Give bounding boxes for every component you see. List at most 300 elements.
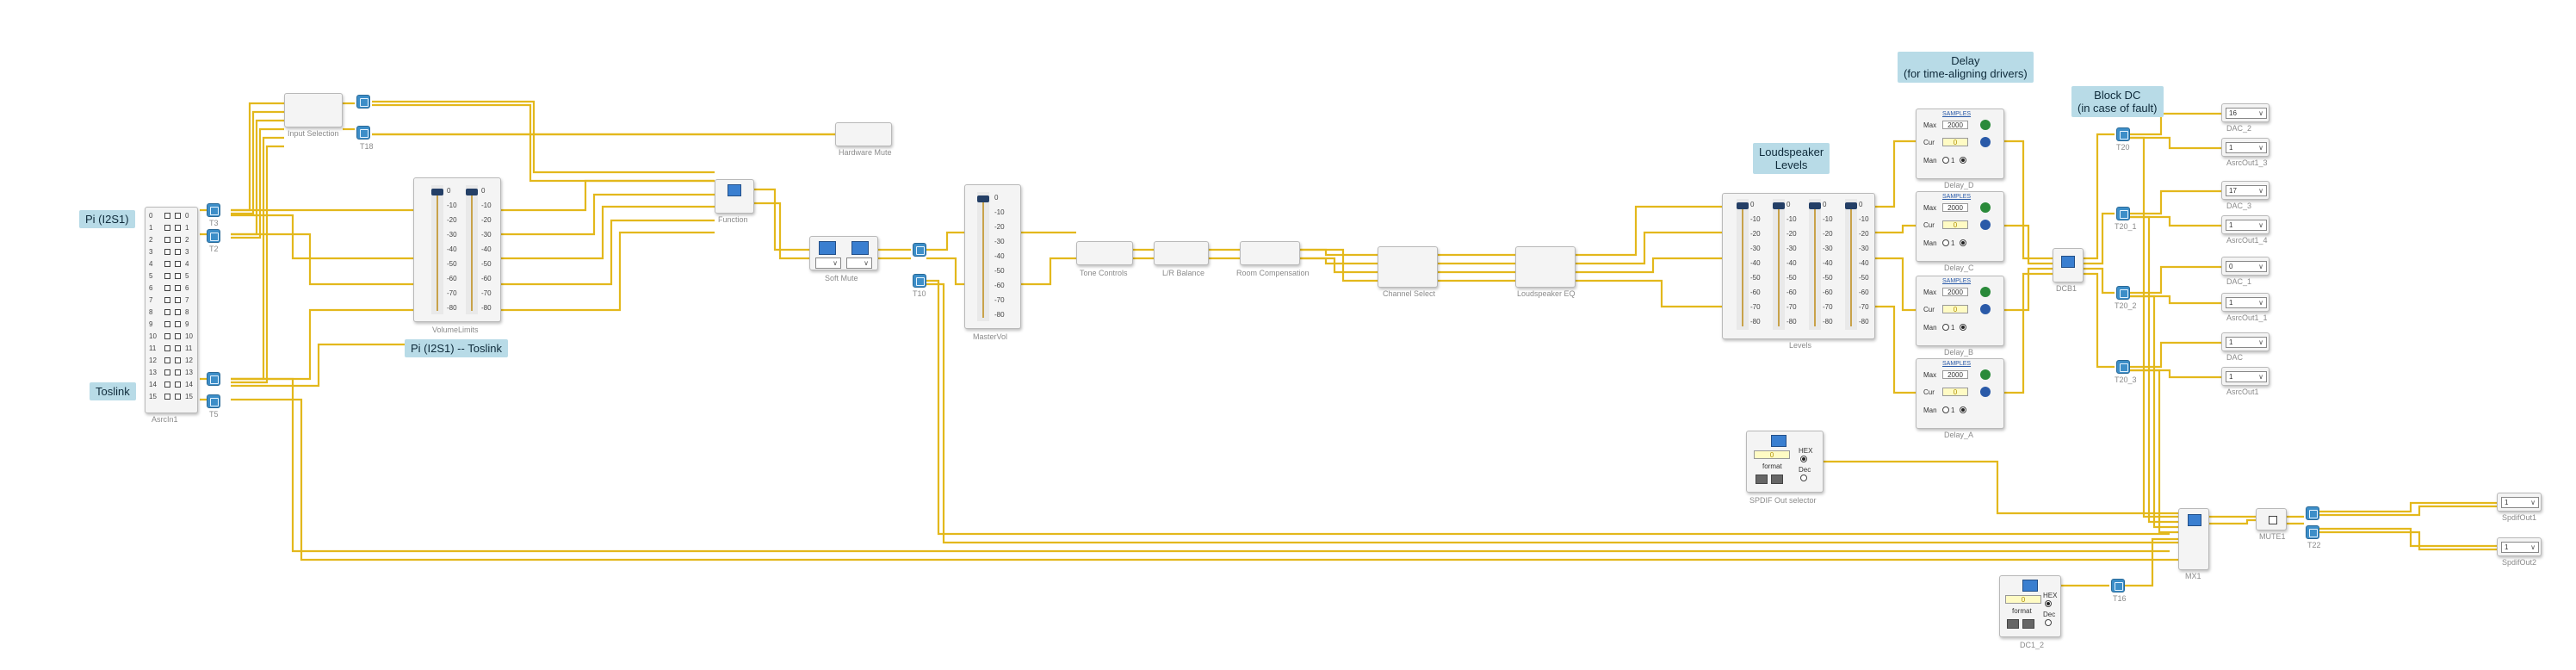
- lr-balance-label: L/R Balance: [1162, 269, 1205, 277]
- delay-cur-value[interactable]: 0: [1942, 220, 1968, 229]
- asrc-row-checkbox[interactable]: [164, 261, 170, 267]
- asrc-row-checkbox[interactable]: [164, 237, 170, 243]
- delay-auto-radio[interactable]: [1960, 157, 1966, 164]
- delay-auto-label: 1: [1951, 239, 1955, 247]
- dcb1-block[interactable]: [2053, 248, 2084, 282]
- spdif-selector-hex-label: HEX: [1799, 447, 1813, 455]
- fader-tick-label: -50: [1750, 274, 1761, 282]
- dcb1-icon: [2061, 256, 2075, 268]
- fader-tick-label: 0: [1859, 201, 1863, 208]
- note-block-dc-line2: (in case of fault): [2078, 102, 2158, 115]
- soft-mute-dropdown-2[interactable]: [846, 257, 872, 269]
- output-block[interactable]: [2221, 293, 2269, 312]
- asrc-row-checkbox-2[interactable]: [175, 394, 181, 400]
- fader-tick-label: -70: [1823, 303, 1833, 311]
- fader-tick-label: -60: [1786, 288, 1797, 296]
- fader-tick-label: -50: [447, 260, 457, 268]
- wires-input: [200, 102, 2497, 586]
- fader-tick-label: -30: [481, 231, 492, 239]
- fader-tick-label: -20: [1823, 230, 1833, 238]
- note-speaker-levels: [1753, 143, 1830, 174]
- delay-max-value[interactable]: 2000: [1942, 288, 1968, 296]
- soft-mute-block[interactable]: [809, 236, 878, 270]
- delay-cur-info-icon[interactable]: [1980, 387, 1991, 397]
- delay-man-label: Man: [1923, 324, 1937, 332]
- fader-tick-label: -30: [1823, 245, 1833, 252]
- tee-t22a[interactable]: [2306, 506, 2319, 520]
- fader-tick-label: -40: [481, 245, 492, 253]
- output-label: AsrcOut1_3: [2226, 158, 2268, 167]
- asrc-row-checkbox[interactable]: [164, 309, 170, 315]
- fader-tick-label: 0: [1750, 201, 1755, 208]
- fader-tick-label: -40: [1786, 259, 1797, 267]
- output-block[interactable]: [2221, 181, 2269, 200]
- delay-man-radio[interactable]: [1942, 239, 1949, 246]
- delay-max-info-icon[interactable]: [1980, 120, 1991, 130]
- delay-samples-label: SAMPLES: [1942, 194, 1972, 200]
- asrc-row-checkbox[interactable]: [164, 333, 170, 339]
- asrc-row-checkbox-2[interactable]: [175, 345, 181, 351]
- tone-controls-block[interactable]: [1076, 241, 1133, 265]
- asrc-row-checkbox[interactable]: [164, 213, 170, 219]
- delay-cur-value[interactable]: 0: [1942, 388, 1968, 396]
- output-block[interactable]: [2221, 103, 2269, 122]
- spdif-selector-btn-2[interactable]: [1771, 475, 1783, 484]
- output-dropdown[interactable]: 0 ∨: [2226, 261, 2267, 272]
- fader-tick-label: -70: [447, 289, 457, 297]
- fader-tick-label: -70: [1786, 303, 1797, 311]
- fader-tick-label: -80: [1823, 318, 1833, 326]
- output-dropdown[interactable]: 16 ∨: [2226, 108, 2267, 119]
- fader-tick-label: -40: [1750, 259, 1761, 267]
- note-delay-line1: Delay: [1951, 54, 1980, 67]
- asrc-row-index: 10: [149, 332, 157, 340]
- master-vol-fader[interactable]: [977, 192, 989, 321]
- fader-tick-label: -10: [1750, 215, 1761, 223]
- spdif-out2-block[interactable]: [2497, 537, 2542, 556]
- delay-cur-value[interactable]: 0: [1942, 305, 1968, 313]
- fader-tick-label: -40: [994, 252, 1005, 260]
- delay-cur-label: Cur: [1923, 139, 1935, 146]
- asrc-row-index: 9: [149, 320, 153, 328]
- volume-limit-fader-2[interactable]: [466, 185, 478, 314]
- master-vol-block[interactable]: [964, 184, 1021, 329]
- tee-t20-3[interactable]: [2116, 360, 2130, 374]
- level-fader-3[interactable]: [1809, 199, 1821, 330]
- output-label: AsrcOut1: [2226, 388, 2259, 396]
- fader-tick-label: -30: [994, 238, 1005, 245]
- asrc-row-checkbox-2[interactable]: [175, 357, 181, 363]
- delay-auto-radio[interactable]: [1960, 406, 1966, 413]
- fader-tick-label: -20: [1750, 230, 1761, 238]
- asrc-in-label: AsrcIn1: [152, 415, 178, 424]
- spdif-selector-btn-1[interactable]: [1756, 475, 1768, 484]
- spdif-selector-icon: [1771, 435, 1786, 447]
- spdif-selector-dec-label: Dec: [1799, 466, 1811, 474]
- spdif-selector-hex-radio[interactable]: [1800, 456, 1807, 462]
- delay-max-label: Max: [1923, 121, 1937, 129]
- asrc-row-index: 15: [149, 393, 157, 400]
- asrc-row-checkbox-2[interactable]: [175, 237, 181, 243]
- tee-t22b[interactable]: [2306, 525, 2319, 539]
- asrc-row-index-right: 5: [185, 272, 189, 280]
- asrc-row-index: 12: [149, 357, 157, 364]
- levels-label: Levels: [1789, 341, 1812, 350]
- note-toslink-text: Toslink: [96, 385, 130, 398]
- output-dropdown[interactable]: 17 ∨: [2226, 185, 2267, 196]
- asrc-row-index-right: 1: [185, 224, 189, 232]
- spdif-out2-label: SpdifOut2: [2502, 558, 2537, 567]
- dc1-2-label: DC1_2: [2020, 641, 2045, 649]
- soft-mute-dropdown-1[interactable]: [815, 257, 841, 269]
- fader-tick-label: -40: [1823, 259, 1833, 267]
- room-compensation-block[interactable]: [1240, 241, 1300, 265]
- mx1-icon: [2188, 514, 2201, 526]
- asrc-row-index-right: 11: [185, 344, 193, 352]
- asrc-row-index: 2: [149, 236, 153, 244]
- asrc-row-index-right: 2: [185, 236, 189, 244]
- tee-t20[interactable]: [2116, 127, 2130, 141]
- asrc-row-checkbox[interactable]: [164, 297, 170, 303]
- tee-t3[interactable]: [207, 203, 220, 217]
- fader-tick-label: 0: [1786, 201, 1791, 208]
- delay-max-info-icon[interactable]: [1980, 202, 1991, 213]
- fader-tick-label: -60: [447, 275, 457, 282]
- volume-limit-fader-1[interactable]: [431, 185, 443, 314]
- asrc-row-checkbox-2[interactable]: [175, 213, 181, 219]
- mute1-block[interactable]: [2256, 508, 2287, 530]
- tee-t20-2-label: T20_2: [2115, 301, 2137, 310]
- delay-cur-info-icon[interactable]: [1980, 137, 1991, 147]
- output-label: DAC: [2226, 353, 2244, 362]
- dc1-2-icon: [2022, 580, 2038, 592]
- note-pi-toslink-text: Pi (I2S1) -- Toslink: [411, 342, 502, 355]
- delay-max-label: Max: [1923, 288, 1937, 296]
- fader-tick-label: -10: [1859, 215, 1869, 223]
- note-pi-i2s1-text: Pi (I2S1): [85, 213, 129, 226]
- channel-select-block[interactable]: [1378, 246, 1438, 288]
- delay-block[interactable]: [1916, 358, 2004, 429]
- asrc-row-index-right: 3: [185, 248, 189, 256]
- room-compensation-label: Room Compensation: [1236, 269, 1310, 277]
- delay-auto-label: 1: [1951, 324, 1955, 332]
- lr-balance-block[interactable]: [1154, 241, 1209, 265]
- delay-cur-label: Cur: [1923, 388, 1935, 396]
- soft-mute-icon-2: [851, 241, 869, 255]
- asrc-row-index: 4: [149, 260, 153, 268]
- asrc-row-index-right: 7: [185, 296, 189, 304]
- output-dropdown[interactable]: 1 ∨: [2226, 297, 2267, 308]
- spdif-out2-dropdown[interactable]: 1 ∨: [2501, 542, 2539, 553]
- output-block[interactable]: [2221, 138, 2269, 157]
- fader-tick-label: -20: [447, 216, 457, 224]
- delay-man-label: Man: [1923, 157, 1937, 164]
- tee-t20-3-label: T20_3: [2115, 375, 2137, 384]
- output-block[interactable]: [2221, 367, 2269, 386]
- asrc-row-checkbox-2[interactable]: [175, 261, 181, 267]
- output-label: DAC_3: [2226, 202, 2252, 210]
- delay-max-info-icon[interactable]: [1980, 369, 1991, 380]
- output-block[interactable]: [2221, 215, 2269, 234]
- spdif-selector-dec-radio[interactable]: [1800, 475, 1807, 481]
- delay-block-label: Delay_D: [1944, 181, 1974, 189]
- asrc-row-index-right: 9: [185, 320, 189, 328]
- asrc-row-index-right: 15: [185, 393, 193, 400]
- tee-t16-label: T16: [2113, 594, 2127, 603]
- soft-mute-label: Soft Mute: [825, 274, 858, 282]
- output-dropdown[interactable]: 1 ∨: [2226, 142, 2267, 153]
- channel-select-label: Channel Select: [1383, 289, 1436, 298]
- delay-max-label: Max: [1923, 204, 1937, 212]
- spdif-out1-dropdown[interactable]: 1 ∨: [2501, 497, 2539, 508]
- dc1-2-dec-radio[interactable]: [2045, 619, 2052, 626]
- fader-tick-label: 0: [447, 187, 451, 195]
- hardware-mute-label: Hardware Mute: [839, 148, 892, 157]
- output-block[interactable]: [2221, 257, 2269, 276]
- spdif-out1-label: SpdifOut1: [2502, 513, 2537, 522]
- asrc-row-checkbox[interactable]: [164, 273, 170, 279]
- function-icon: [728, 184, 741, 196]
- asrc-row-checkbox-2[interactable]: [175, 321, 181, 327]
- asrc-row-checkbox[interactable]: [164, 249, 170, 255]
- fader-tick-label: 0: [994, 194, 999, 202]
- tee-t3-label: T3: [209, 219, 219, 227]
- tee-t5b[interactable]: [207, 394, 220, 408]
- tee-t20-label: T20: [2116, 143, 2130, 152]
- asrc-row-index-right: 0: [185, 212, 189, 220]
- dc1-2-hex-radio[interactable]: [2045, 600, 2052, 607]
- fader-tick-label: -30: [1750, 245, 1761, 252]
- asrc-row-index: 5: [149, 272, 153, 280]
- mx1-block[interactable]: [2178, 508, 2209, 570]
- note-pi-i2s1: [79, 210, 135, 228]
- fader-tick-label: 0: [481, 187, 486, 195]
- fader-tick-label: -60: [994, 282, 1005, 289]
- dc1-2-btn-2[interactable]: [2022, 619, 2034, 629]
- fader-tick-label: -70: [1859, 303, 1869, 311]
- delay-man-radio[interactable]: [1942, 406, 1949, 413]
- delay-auto-radio[interactable]: [1960, 239, 1966, 246]
- note-speaker-levels-line1: Loudspeaker: [1759, 146, 1824, 158]
- fader-tick-label: -20: [1859, 230, 1869, 238]
- delay-man-radio[interactable]: [1942, 324, 1949, 331]
- tee-t18b[interactable]: [356, 126, 370, 140]
- fader-tick-label: -10: [1823, 215, 1833, 223]
- fader-tick-label: -20: [1786, 230, 1797, 238]
- asrc-row-checkbox-2[interactable]: [175, 382, 181, 388]
- volume-limits-block[interactable]: [413, 177, 501, 322]
- spdif-selector-value[interactable]: 0: [1754, 450, 1790, 459]
- asrc-row-checkbox[interactable]: [164, 285, 170, 291]
- loudspeaker-eq-label: Loudspeaker EQ: [1517, 289, 1576, 298]
- fader-tick-label: -70: [994, 296, 1005, 304]
- asrc-row-index-right: 12: [185, 357, 193, 364]
- asrc-row-index: 0: [149, 212, 153, 220]
- note-delay: [1898, 52, 2034, 83]
- delay-block-label: Delay_C: [1944, 264, 1974, 272]
- asrc-row-index-right: 13: [185, 369, 193, 376]
- output-label: AsrcOut1_1: [2226, 313, 2268, 322]
- tee-t20-2[interactable]: [2116, 286, 2130, 300]
- delay-max-value[interactable]: 2000: [1942, 370, 1968, 379]
- tee-t10-label: T10: [913, 289, 926, 298]
- levels-block[interactable]: [1722, 193, 1875, 339]
- tee-t2[interactable]: [207, 229, 220, 243]
- tee-t18a[interactable]: [356, 95, 370, 109]
- function-label: Function: [718, 215, 748, 224]
- asrc-row-checkbox[interactable]: [164, 321, 170, 327]
- delay-block[interactable]: [1916, 109, 2004, 179]
- asrc-row-index: 14: [149, 381, 157, 388]
- fader-tick-label: 0: [1823, 201, 1827, 208]
- fader-tick-label: -50: [1859, 274, 1869, 282]
- delay-max-value[interactable]: 2000: [1942, 121, 1968, 129]
- dc1-2-format-label: format: [2012, 607, 2032, 615]
- dc1-2-block[interactable]: [1999, 575, 2061, 637]
- fader-tick-label: -10: [994, 208, 1005, 216]
- input-selection-label: Input Selection: [288, 129, 339, 138]
- delay-cur-label: Cur: [1923, 221, 1935, 229]
- asrc-row-checkbox-2[interactable]: [175, 369, 181, 375]
- delay-max-label: Max: [1923, 371, 1937, 379]
- delay-man-radio[interactable]: [1942, 157, 1949, 164]
- level-fader-1[interactable]: [1737, 199, 1749, 330]
- asrc-row-index-right: 14: [185, 381, 193, 388]
- fader-tick-label: -70: [481, 289, 492, 297]
- spdif-out1-block[interactable]: [2497, 493, 2542, 512]
- level-fader-2[interactable]: [1773, 199, 1785, 330]
- fader-tick-label: -60: [1750, 288, 1761, 296]
- asrc-row-checkbox-2[interactable]: [175, 285, 181, 291]
- output-dropdown[interactable]: 1 ∨: [2226, 220, 2267, 231]
- asrc-row-index: 1: [149, 224, 153, 232]
- output-label: DAC_1: [2226, 277, 2252, 286]
- asrc-row-checkbox[interactable]: [164, 225, 170, 231]
- delay-cur-info-icon[interactable]: [1980, 220, 1991, 230]
- delay-cur-info-icon[interactable]: [1980, 304, 1991, 314]
- fader-tick-label: -40: [447, 245, 457, 253]
- note-block-dc-line1: Block DC: [2094, 89, 2141, 102]
- dc1-2-btn-1[interactable]: [2007, 619, 2019, 629]
- delay-max-value[interactable]: 2000: [1942, 203, 1968, 212]
- tee-t10b[interactable]: [913, 274, 926, 288]
- delay-man-label: Man: [1923, 406, 1937, 414]
- asrc-row-index: 6: [149, 284, 153, 292]
- spdif-selector-format-label: format: [1762, 462, 1782, 470]
- asrc-row-checkbox[interactable]: [164, 394, 170, 400]
- delay-samples-label: SAMPLES: [1942, 361, 1972, 367]
- tee-t18-label: T18: [360, 142, 374, 151]
- asrc-row-checkbox[interactable]: [164, 357, 170, 363]
- note-pi-toslink: [405, 339, 508, 357]
- output-label: AsrcOut1_4: [2226, 236, 2268, 245]
- delay-cur-label: Cur: [1923, 306, 1935, 313]
- asrc-row-index: 11: [149, 344, 157, 352]
- asrc-row-checkbox[interactable]: [164, 345, 170, 351]
- level-fader-4[interactable]: [1845, 199, 1857, 330]
- fader-tick-label: -80: [1786, 318, 1797, 326]
- tone-controls-label: Tone Controls: [1080, 269, 1128, 277]
- fader-tick-label: -70: [1750, 303, 1761, 311]
- fader-tick-label: -10: [447, 202, 457, 209]
- hardware-mute-block[interactable]: [835, 122, 892, 146]
- note-speaker-levels-line2: Levels: [1774, 158, 1808, 171]
- fader-tick-label: -50: [481, 260, 492, 268]
- delay-cur-value[interactable]: 0: [1942, 138, 1968, 146]
- output-dropdown[interactable]: 1 ∨: [2226, 337, 2267, 348]
- dc1-2-hex-label: HEX: [2043, 592, 2058, 599]
- fader-tick-label: -30: [1786, 245, 1797, 252]
- delay-auto-radio[interactable]: [1960, 324, 1966, 331]
- asrc-row-checkbox[interactable]: [164, 369, 170, 375]
- delay-block[interactable]: [1916, 191, 2004, 262]
- tee-t22-label: T22: [2307, 541, 2321, 549]
- asrc-row-index-right: 10: [185, 332, 193, 340]
- fader-tick-label: -80: [481, 304, 492, 312]
- loudspeaker-eq-block[interactable]: [1515, 246, 1576, 288]
- note-delay-line2: (for time-aligning drivers): [1904, 67, 2028, 80]
- delay-block-label: Delay_A: [1944, 431, 1974, 439]
- asrc-row-checkbox-2[interactable]: [175, 297, 181, 303]
- output-block[interactable]: [2221, 332, 2269, 351]
- dc1-2-dec-label: Dec: [2043, 611, 2056, 618]
- fader-tick-label: -20: [481, 216, 492, 224]
- output-label: DAC_2: [2226, 124, 2252, 133]
- tee-t10a[interactable]: [913, 243, 926, 257]
- mx1-label: MX1: [2185, 572, 2201, 580]
- asrc-row-index: 13: [149, 369, 157, 376]
- delay-samples-label: SAMPLES: [1942, 278, 1972, 284]
- asrc-in-block[interactable]: [145, 207, 198, 413]
- asrc-row-index: 3: [149, 248, 153, 256]
- asrc-row-index-right: 6: [185, 284, 189, 292]
- delay-block[interactable]: [1916, 276, 2004, 346]
- fader-tick-label: -80: [1750, 318, 1761, 326]
- dc1-2-value[interactable]: 0: [2005, 595, 2041, 604]
- tee-t20-1[interactable]: [2116, 207, 2130, 220]
- asrc-row-checkbox-2[interactable]: [175, 309, 181, 315]
- output-dropdown[interactable]: 1 ∨: [2226, 371, 2267, 382]
- fader-tick-label: -80: [994, 311, 1005, 319]
- fader-tick-label: -10: [1786, 215, 1797, 223]
- spdif-selector-block[interactable]: [1746, 431, 1824, 493]
- fader-tick-label: -30: [447, 231, 457, 239]
- delay-max-info-icon[interactable]: [1980, 287, 1991, 297]
- delay-auto-label: 1: [1951, 157, 1955, 164]
- volume-limits-label: VolumeLimits: [432, 326, 479, 334]
- function-block[interactable]: [715, 179, 754, 214]
- fader-tick-label: -80: [1859, 318, 1869, 326]
- delay-auto-label: 1: [1951, 406, 1955, 414]
- asrc-row-checkbox[interactable]: [164, 382, 170, 388]
- input-selection-block[interactable]: [284, 93, 343, 127]
- tee-t16[interactable]: [2111, 579, 2125, 592]
- fader-tick-label: -50: [1786, 274, 1797, 282]
- asrc-row-checkbox-2[interactable]: [175, 273, 181, 279]
- delay-samples-label: SAMPLES: [1942, 111, 1972, 117]
- asrc-row-checkbox-2[interactable]: [175, 333, 181, 339]
- fader-tick-label: -40: [1859, 259, 1869, 267]
- asrc-row-checkbox-2[interactable]: [175, 249, 181, 255]
- dcb1-label: DCB1: [2056, 284, 2078, 293]
- mute1-checkbox[interactable]: [2269, 516, 2277, 524]
- mute1-label: MUTE1: [2259, 532, 2286, 541]
- tee-t20-1-label: T20_1: [2115, 222, 2137, 231]
- asrc-row-checkbox-2[interactable]: [175, 225, 181, 231]
- tee-t5-label: T5: [209, 410, 219, 419]
- tee-t5[interactable]: [207, 372, 220, 386]
- soft-mute-icon-1: [819, 241, 836, 255]
